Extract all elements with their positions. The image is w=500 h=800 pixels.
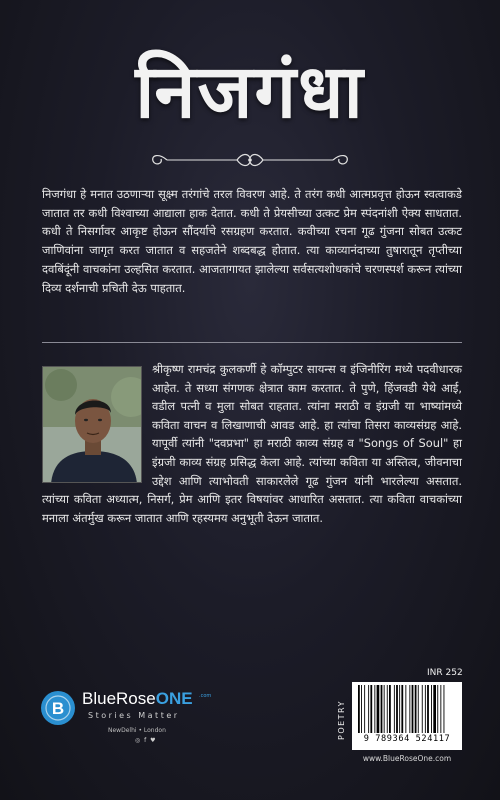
- book-blurb: निजगंधा हे मनात उठणाऱ्या सूक्ष्म तरंगांचे तरल विवरण आहे. ते तरंग कधी आत्मप्रवृत्त होऊन स्वत्वाकडे जातात तर कधी विश्वाच्या आद्याला हाक देतात. कधी ते प्रेयसीच्या उत्कट प्रेम स्पंदनांशी ऐक्य साधतात. कधी ते निसर्गावर आकृष्ट होऊन सौंदर्याचे रसग्रहण करतात. कवीच्या रचना गूढ गुंजना सोबत उत्कट जाणिवांना जागृत करत जातात व सहजतेने शब्दबद्ध होतात. त्या काव्यानंदाच्या तुषारातून तृप्तीच्या दवबिंदूंनी वाचकांना उल्हसित करतात. आजतागायत झालेल्या सर्वसत्यशोधकांचे चरणस्पर्श करून त्यांच्या दिव्य दर्शनाची प्रचिती देऊ पाहतात.: [42, 187, 462, 295]
- photo-spacer: [42, 360, 152, 482]
- isbn-number: 9 789364 524117: [363, 734, 451, 744]
- publisher-name-accent: ONE: [155, 689, 193, 708]
- genre-label: POETRY: [337, 700, 346, 740]
- publisher-name-main: BlueRose: [82, 689, 156, 708]
- publisher-tagline: Stories Matter: [88, 711, 180, 720]
- publisher-cities: NewDelhi • London: [108, 727, 166, 734]
- price-label: INR 252: [427, 668, 463, 678]
- social-icons: ◎ f ♥: [135, 737, 157, 744]
- floral-divider-icon: [145, 150, 355, 170]
- bluerose-logo-icon: [40, 690, 76, 726]
- barcode-icon: [356, 685, 458, 733]
- publisher-dotcom: .com: [199, 693, 212, 699]
- author-bio: [42, 360, 462, 527]
- svg-text:B: B: [51, 699, 65, 718]
- section-divider: [42, 342, 462, 343]
- publisher-name: [82, 689, 193, 709]
- isbn-barcode: [352, 682, 462, 750]
- author-bio-text: श्रीकृष्ण रामचंद्र कुलकर्णी हे कॉम्पुटर सायन्स व इंजिनीरिंग मध्ये पदवीधारक आहेत. ते सध्या संगणक क्षेत्रात काम करतात. ते पुणे, हिंजवडी येथे आई, वडील पत्नी व मुला सोबत राहतात. त्यांना मराठी व इंग्रजी या भाष्यांमध्ये कविता वाचन व लिखाणाची आवड आहे. हा त्यांचा तिसरा काव्यसंग्रह आहे. यापूर्वी त्यांनी "दवप्रभा" हा मराठी काव्य संग्रह व "Songs of Soul" हा इंग्रजी काव्य संग्रह प्रसिद्ध केला आहे. त्यांच्या कविता या अस्तित्व, जीवनाचा उद्देश आणि त्याभोवती साकारलेले गूढ गुंजन यांनी भारलेल्या असतात. त्यांच्या कविता अध्यात्म, निसर्ग, प्रेम आणि इतर विषयांवर आधारित असतात. त्या कविता वाचकांच्या मनाला अंतर्मुख करून जातात आणि रहस्यमय अनुभूती देऊन जातात.: [42, 362, 462, 525]
- book-title: निजगंधा: [135, 49, 365, 135]
- publisher-website: www.BlueRoseOne.com: [362, 754, 452, 763]
